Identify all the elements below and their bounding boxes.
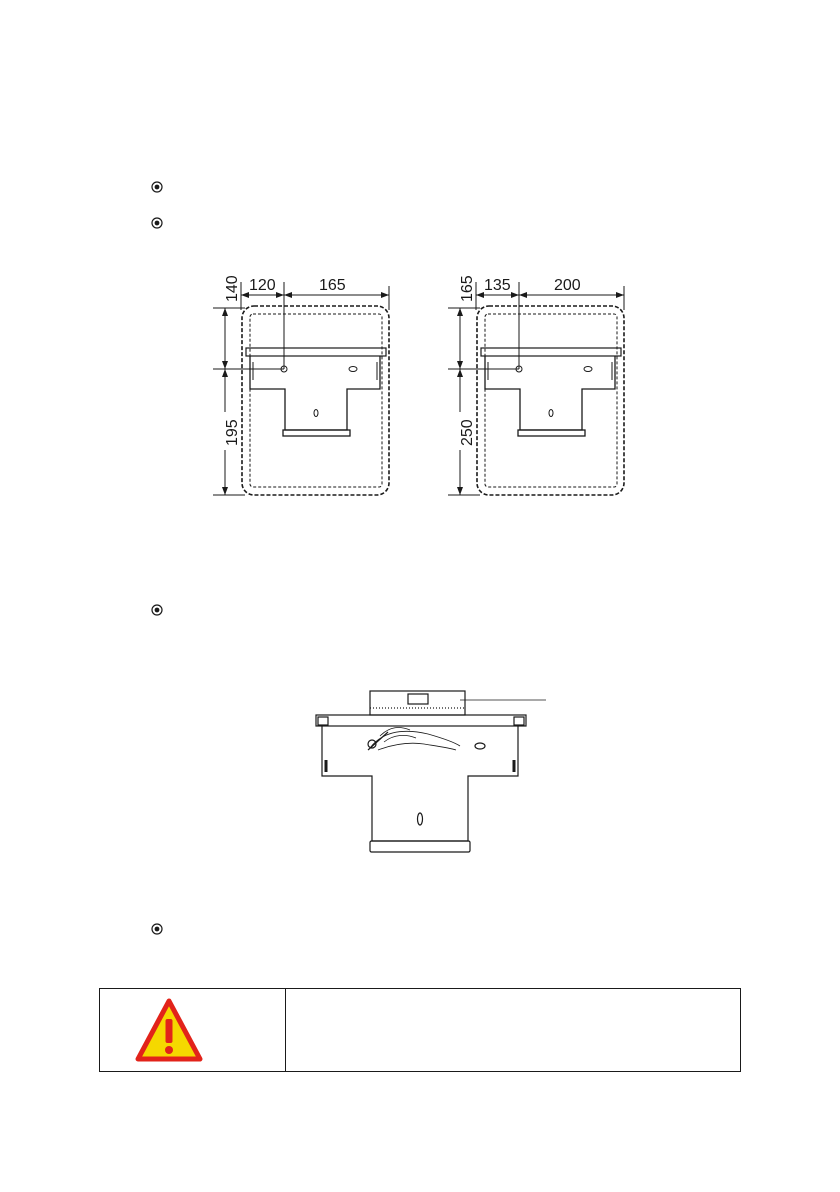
dim-offset-label: 135 bbox=[484, 277, 511, 294]
bracket-level-illustration bbox=[310, 686, 550, 856]
bullet-icon bbox=[151, 923, 163, 935]
dim-bottom-label: 195 bbox=[224, 419, 241, 446]
bullet-icon bbox=[151, 604, 163, 616]
dim-top-label: 140 bbox=[224, 275, 241, 302]
dim-offset-label: 120 bbox=[249, 277, 276, 294]
mounting-diagram-left bbox=[205, 262, 405, 512]
warning-triangle-icon bbox=[134, 997, 204, 1068]
warning-icon-cell bbox=[100, 989, 286, 1071]
bullet-icon bbox=[151, 217, 163, 229]
dim-top-label: 165 bbox=[459, 275, 476, 302]
bullet-icon bbox=[151, 181, 163, 193]
warning-box bbox=[99, 988, 741, 1072]
dim-bottom-label: 250 bbox=[459, 419, 476, 446]
dim-width-label: 200 bbox=[554, 277, 581, 294]
mounting-diagram-right bbox=[440, 262, 640, 512]
dim-width-label: 165 bbox=[319, 277, 346, 294]
